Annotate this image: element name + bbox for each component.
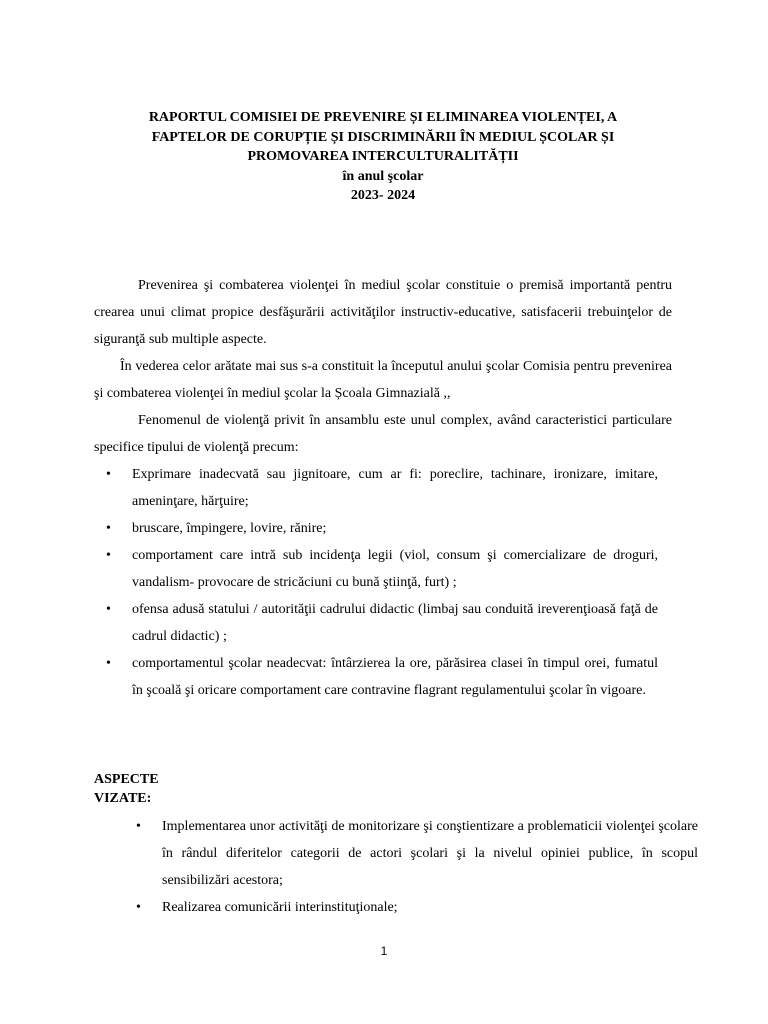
bullet-icon: • (106, 602, 111, 617)
bullet-icon: • (136, 900, 141, 915)
list-item (94, 650, 672, 704)
list-item-text: ofensa adusă statului / autorităţii cadrului didactic (limbaj sau conduită ireverenţioasă faţă de cadrul didactic) ; (132, 602, 658, 644)
list-item (94, 813, 698, 894)
bullet-icon: • (106, 656, 111, 671)
violence-types-list (94, 461, 672, 704)
list-item-text: bruscare, împingere, lovire, rănire; (132, 521, 327, 536)
bullet-icon: • (106, 467, 111, 482)
list-item-text: Realizarea comunicării interinstituţionale; (162, 900, 398, 915)
bullet-icon: • (106, 548, 111, 563)
bullet-icon: • (136, 819, 141, 834)
list-item-text: Implementarea unor activităţi de monitorizare şi conştientizare a problematicii violenţei şcolare în rândul diferitelor categorii de actori şcolari şi la nivelul opiniei publice, în scopul sensibilizări acestora; (162, 819, 698, 888)
list-item (94, 515, 672, 542)
list-item (94, 542, 672, 596)
list-item-text: comportamentul şcolar neadecvat: întârzierea la ore, părăsirea clasei în timpul orei, fumatul în şcoală şi oricare comportament care contravine flagrant regulamentului şcolar în vigoare. (132, 656, 658, 698)
document-title (94, 108, 672, 206)
paragraph-commission: În vederea celor arătate mai sus s-a constituit la începutul anului şcolar Comisia pentru prevenirea şi combaterea violenţei în mediul şcolar la Școala Gimnazială ,, (94, 359, 672, 401)
section-heading-line-1: ASPECTE (94, 772, 159, 787)
title-school-year-label: în anul şcolar (342, 168, 424, 184)
paragraph-intro: Prevenirea şi combaterea violenţei în mediul şcolar constituie o premisă importantă pentru crearea unui climat propice desfăşurării activităţilor instructiv-educative, satisfacerii trebuinţelor de siguranţă sub multiple aspecte. (94, 278, 672, 347)
section-heading-line-2: VIZATE: (94, 791, 152, 806)
list-item-text: comportament care intră sub incidenţa legii (viol, consum şi comercializare de droguri, vandalism- provocare de stricăciuni cu bună ştiinţă, furt) ; (132, 548, 658, 590)
body-text (94, 272, 672, 704)
paragraph-phenomenon: Fenomenul de violenţă privit în ansamblu este unul complex, având caracteristici particulare specifice tipului de violenţă precum: (94, 413, 672, 455)
title-line-3: PROMOVAREA INTERCULTURALITĂȚII (247, 149, 519, 164)
list-item (94, 596, 672, 650)
list-item-text: Exprimare inadecvată sau jignitoare, cum ar fi: poreclire, tachinare, ironizare, imitare, ameninţare, hărţuire; (132, 467, 658, 509)
title-line-1: RAPORTUL COMISIEI DE PREVENIRE ȘI ELIMINAREA VIOLENȚEI, A (148, 110, 618, 125)
bullet-icon: • (106, 521, 111, 536)
title-school-year: 2023- 2024 (350, 188, 416, 203)
aspects-section (94, 813, 698, 921)
list-item (94, 894, 698, 921)
page-number: 1 (380, 944, 388, 958)
list-item (94, 461, 672, 515)
title-line-2: FAPTELOR DE CORUPȚIE ȘI DISCRIMINĂRII ÎN MEDIUL ȘCOLAR ȘI (151, 129, 615, 145)
section-heading-aspects (94, 770, 214, 808)
aspects-list (94, 813, 698, 921)
